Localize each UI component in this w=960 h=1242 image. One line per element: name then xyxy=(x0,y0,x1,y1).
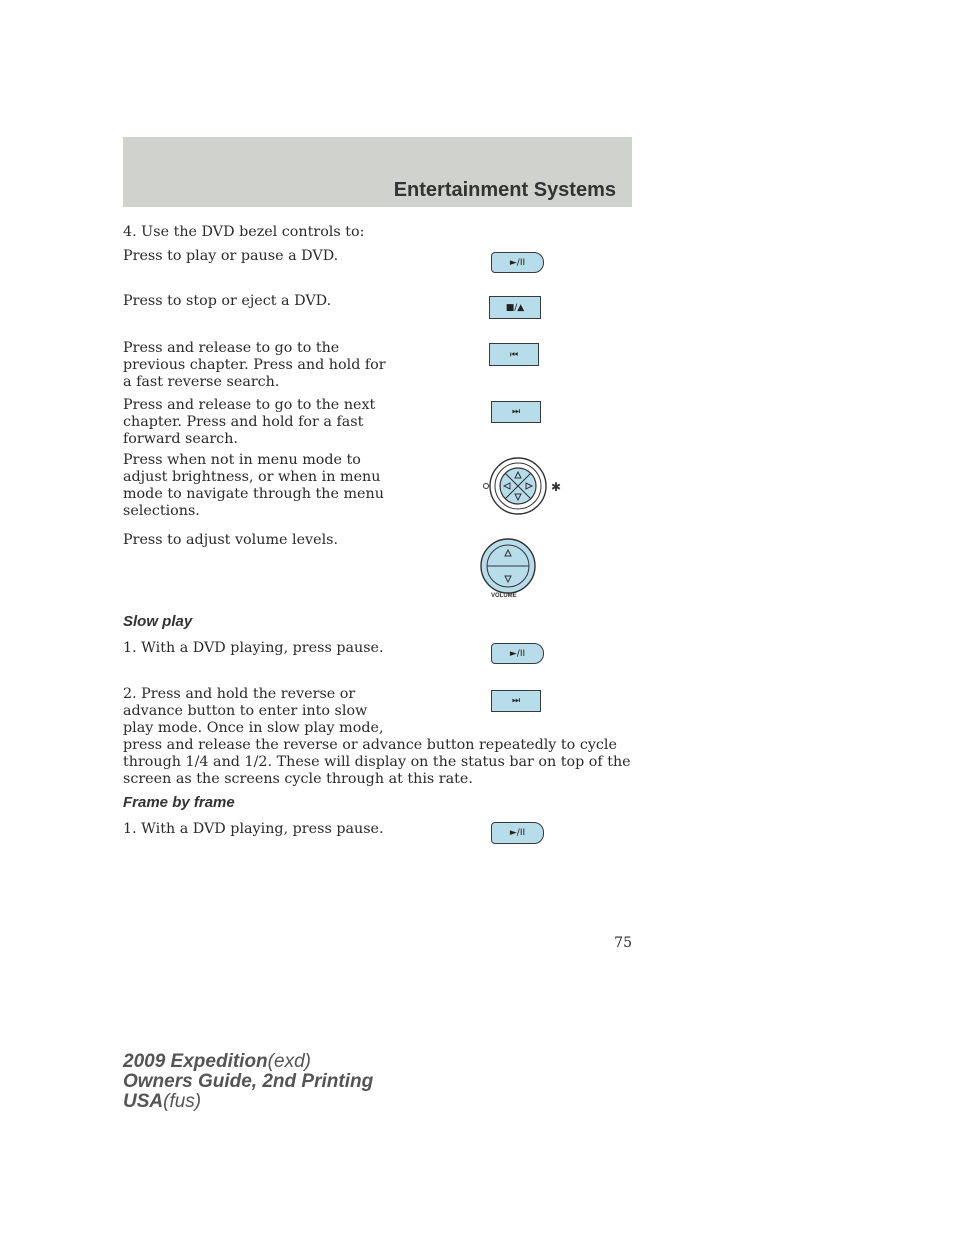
navigation-pad-icon xyxy=(478,455,562,517)
section-title: Entertainment Systems xyxy=(393,179,616,201)
footer-guide: Owners Guide, 2nd Printing xyxy=(123,1071,374,1092)
play-pause-glyph: ►/II xyxy=(509,257,526,268)
footer-market-code: (fus) xyxy=(163,1091,202,1112)
svg-text:✱: ✱ xyxy=(551,480,562,494)
stop-eject-button-icon xyxy=(489,296,541,319)
frame-by-frame-step-1: 1. With a DVD playing, press pause. xyxy=(123,821,384,837)
footer-model: 2009 Expedition xyxy=(123,1051,268,1072)
previous-glyph: ⏮ xyxy=(509,349,519,360)
page-number: 75 xyxy=(614,935,632,951)
footer-model-code: (exd) xyxy=(267,1051,311,1072)
frame-by-frame-heading: Frame by frame xyxy=(123,794,235,811)
slow-play-advance-button-icon xyxy=(491,690,541,712)
control-text-navigation: Press when not in menu mode to adjust brightness, or when in menu mode to navigate through the menu selections. xyxy=(123,452,384,519)
section-header xyxy=(123,137,632,207)
control-text-play-pause: Press to play or pause a DVD. xyxy=(123,248,339,264)
intro-text: 4. Use the DVD bezel controls to: xyxy=(123,224,365,240)
slow-play-pause-glyph: ►/II xyxy=(509,648,526,659)
footer-market: USA xyxy=(123,1091,164,1112)
play-pause-button-icon xyxy=(491,252,544,273)
stop-eject-glyph: ■/▲ xyxy=(505,302,525,313)
frame-pause-glyph: ►/II xyxy=(509,828,526,838)
previous-chapter-button-icon xyxy=(489,343,539,366)
frame-pause-button-icon xyxy=(491,822,544,844)
slow-play-step-2: 2. Press and hold the reverse or advance button to enter into slow play mode. Once in slow play mode, press and release the reverse or advance button repeatedly to cycle through 1/4 and 1/2. These will display on the status bar on top of the screen as the screens cycle through at this rate. xyxy=(123,686,631,787)
volume-knob-icon xyxy=(478,537,538,601)
next-glyph: ⏭ xyxy=(511,407,521,417)
next-chapter-button-icon xyxy=(491,401,541,423)
slow-play-advance-glyph: ⏭ xyxy=(511,696,521,706)
control-text-next: Press and release to go to the next chapter. Press and hold for a fast forward search. xyxy=(123,397,376,447)
slow-play-pause-button-icon xyxy=(491,643,544,664)
slow-play-step-1: 1. With a DVD playing, press pause. xyxy=(123,640,384,656)
document-footer xyxy=(123,1052,373,1112)
control-text-volume: Press to adjust volume levels. xyxy=(123,532,339,548)
control-text-stop-eject: Press to stop or eject a DVD. xyxy=(123,293,332,309)
slow-play-heading: Slow play xyxy=(123,613,193,630)
control-text-previous: Press and release to go to the previous chapter. Press and hold for a fast reverse search. xyxy=(123,340,386,390)
volume-label: VOLUME xyxy=(491,593,517,599)
